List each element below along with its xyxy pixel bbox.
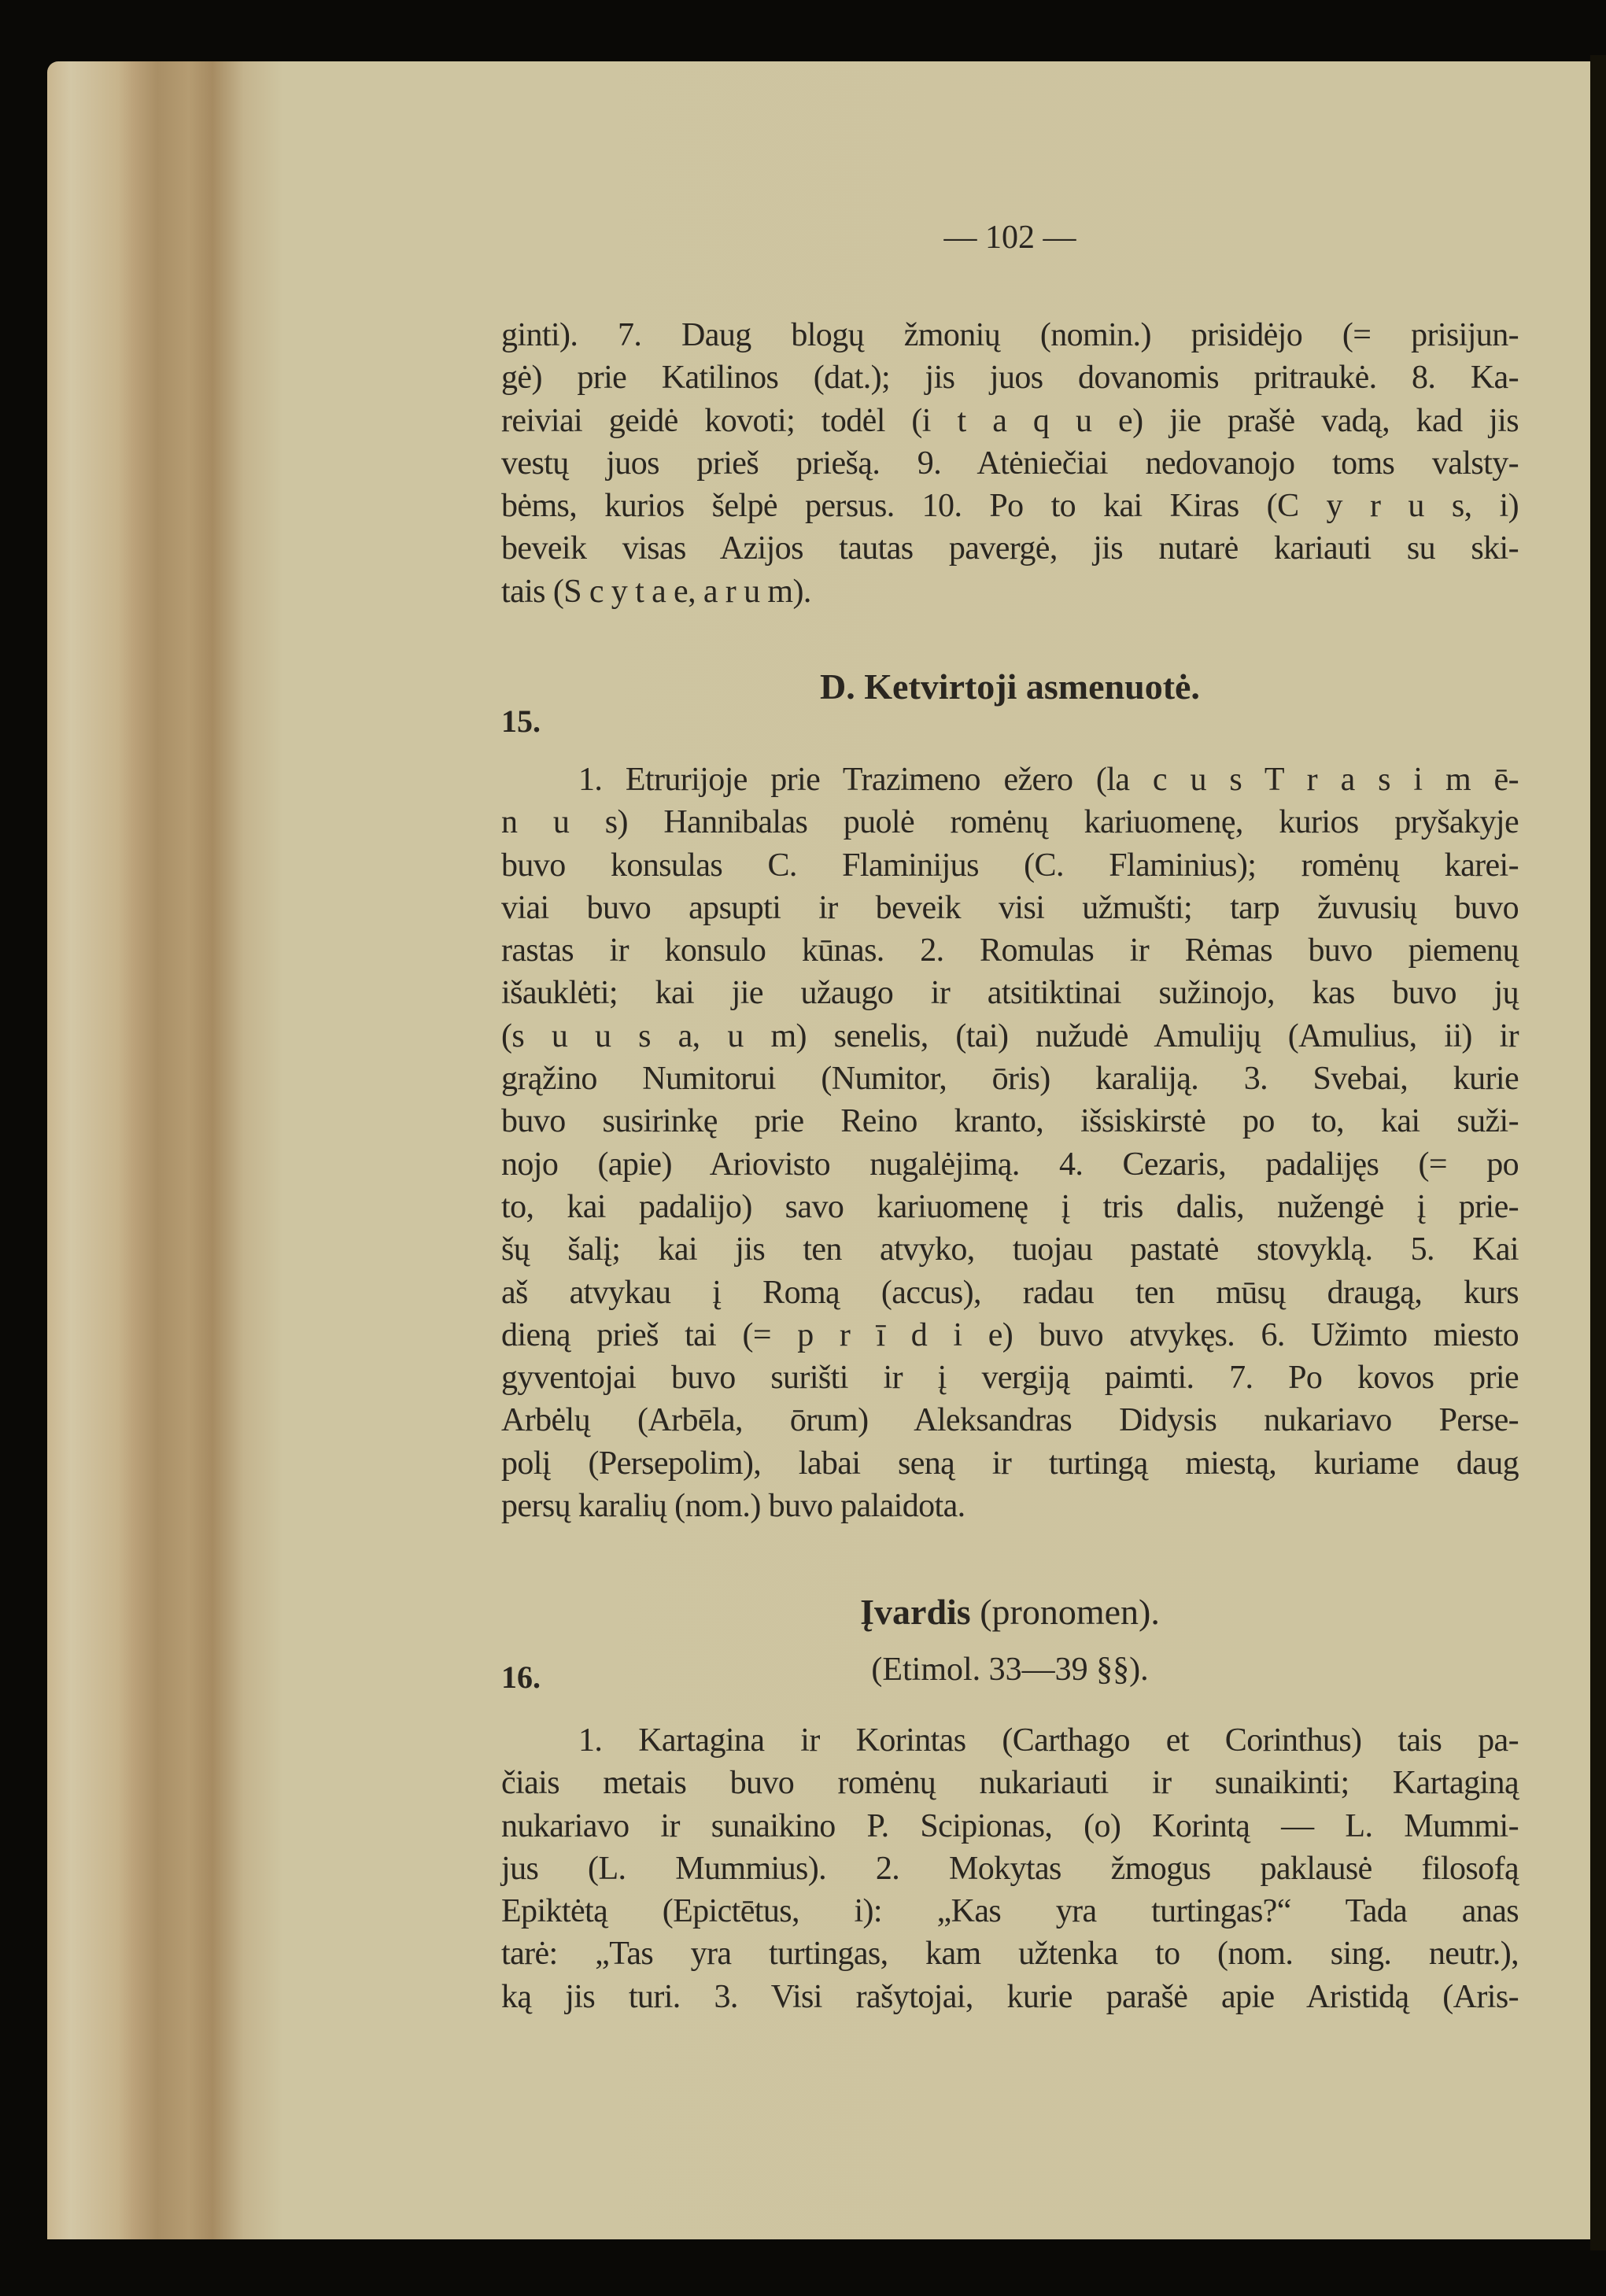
text-line: buvo konsulas C. Flaminijus (C. Flaminius); romėnų karei-: [501, 847, 1519, 884]
text-line: n u s) Hannibalas puolė romėnų kariuomenę, kurios pryšakyje: [501, 804, 1519, 841]
paragraph-1: [501, 314, 1519, 613]
page-number: — 102 —: [943, 220, 1076, 256]
section-16-subheading: (Etimol. 33—39 §§).: [871, 1652, 1149, 1688]
text-line: 1. Etrurijoje prie Trazimeno ežero (la c u s T r a s i m ē-: [578, 762, 1519, 798]
text-line: persų karalių (nom.) buvo palaidota.: [501, 1488, 965, 1525]
section-15-number: 15.: [501, 703, 541, 739]
section-16-heading-rest: (pronomen).: [970, 1592, 1160, 1632]
text-line: buvo susirinkę prie Reino kranto, išsiskirstė po to, kai suži-: [501, 1103, 1519, 1140]
text-line: tais (S c y t a e, a r u m).: [501, 573, 811, 610]
section-16-heading: [501, 1591, 1519, 1633]
text-line: Arbėlų (Arbēla, ōrum) Aleksandras Didysis nukariavo Perse-: [501, 1402, 1519, 1439]
section-15-heading: D. Ketvirtoji asmenuotė.: [820, 666, 1200, 707]
page-edge: [1590, 55, 1606, 2250]
section-15-text: [501, 759, 1519, 1527]
section-16-text: [501, 1719, 1519, 2018]
text-line: nojo (apie) Ariovisto nugalėjimą. 4. Cezaris, padalijęs (= po: [501, 1146, 1519, 1183]
text-line: ginti). 7. Daug blogų žmonių (nomin.) prisidėjo (= prisijun-: [501, 317, 1519, 353]
section-16-number: 16.: [501, 1659, 541, 1695]
text-line: 1. Kartagina ir Korintas (Carthago et Corinthus) tais pa-: [578, 1722, 1519, 1759]
text-line: vestų juos prieš priešą. 9. Atėniečiai nedovanojo toms valsty-: [501, 445, 1519, 482]
text-line: reiviai geidė kovoti; todėl (i t a q u e) jie prašė vadą, kad jis: [501, 402, 1519, 439]
text-line: Epiktėtą (Epictētus, i): „Kas yra turtingas?“ Tada anas: [501, 1893, 1519, 1930]
text-line: šų šalį; kai jis ten atvyko, tuojau pastatė stovyklą. 5. Kai: [501, 1231, 1519, 1268]
text-line: nukariavo ir sunaikino P. Scipionas, (o) Korintą — L. Mummi-: [501, 1807, 1519, 1844]
text-line: viai buvo apsupti ir beveik visi užmušti; tarp žuvusių buvo: [501, 889, 1519, 926]
text-line: čiais metais buvo romėnų nukariauti ir sunaikinti; Kartaginą: [501, 1765, 1519, 1802]
text-line: rastas ir konsulo kūnas. 2. Romulas ir Rėmas buvo piemenų: [501, 932, 1519, 969]
text-line: polį (Persepolim), labai seną ir turtingą miestą, kuriame daug: [501, 1445, 1519, 1482]
text-line: tarė: „Tas yra turtingas, kam užtenka to (nom. sing. neutr.),: [501, 1936, 1519, 1973]
text-line: (s u u s a, u m) senelis, (tai) nužudė Amulijų (Amulius, ii) ir: [501, 1017, 1519, 1054]
text-line: to, kai padalijo) savo kariuomenę į tris dalis, nužengė į prie-: [501, 1188, 1519, 1225]
text-line: gyventojai buvo surišti ir į vergiją paimti. 7. Po kovos prie: [501, 1360, 1519, 1397]
text-line: grąžino Numitorui (Numitor, ōris) karaliją. 3. Svebai, kurie: [501, 1061, 1519, 1098]
section-16-heading-bold: Įvardis: [860, 1592, 971, 1632]
text-line: bėms, kurios šelpė persus. 10. Po to kai Kiras (C y r u s, i): [501, 488, 1519, 525]
text-line: aš atvykau į Romą (accus), radau ten mūsų draugą, kurs: [501, 1274, 1519, 1311]
text-line: beveik visas Azijos tautas pavergė, jis nutarė kariauti su ski-: [501, 530, 1519, 567]
text-line: ką jis turi. 3. Visi rašytojai, kurie parašė apie Aristidą (Aris-: [501, 1978, 1519, 2015]
text-line: dieną prieš tai (= p r ī d i e) buvo atvykęs. 6. Užimto miesto: [501, 1316, 1519, 1353]
text-line: išauklėti; kai jie užaugo ir atsitiktinai sužinojo, kas buvo jų: [501, 975, 1519, 1012]
text-line: jus (L. Mummius). 2. Mokytas žmogus paklausė filosofą: [501, 1850, 1519, 1887]
text-line: gė) prie Katilinos (dat.); jis juos dovanomis pritraukė. 8. Ka-: [501, 360, 1519, 397]
